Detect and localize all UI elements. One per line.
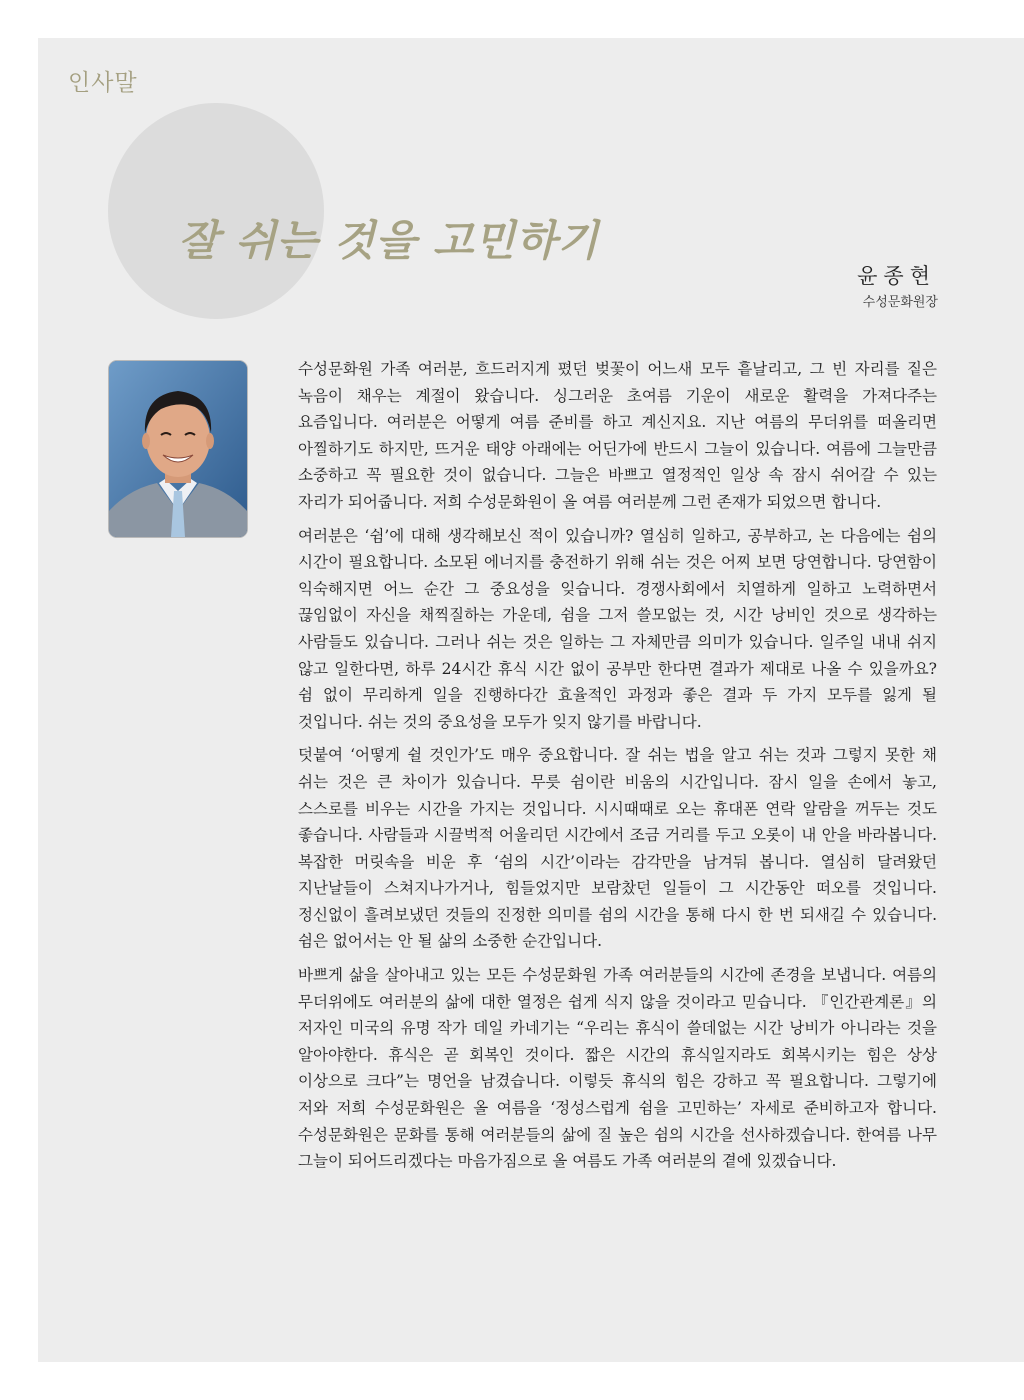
portrait-photo (108, 360, 248, 538)
paragraph: 덧붙여 ‘어떻게 쉴 것인가’도 매우 중요합니다. 잘 쉬는 법을 알고 쉬는 것과 그렇지 못한 채 쉬는 것은 큰 차이가 있습니다. 무릇 쉼이란 비움의 시간입니다. 잠시 일을 손에서 놓고, 스스로를 비우는 시간을 가지는 것입니다. 시시때때로 오는 휴대폰 연락 알람을 꺼두는 것도 좋습니다. 사람들과 시끌벅적 어울리던 시간에서 조금 거리를 두고 오롯이 내 안을 바라봅니다. 복잡한 머릿속을 비운 후 ‘쉼의 시간’이라는 감각만을 남겨둬 봅니다. 열심히 달려왔던 지난날들이 스쳐지나가거나, 힘들었지만 보람찼던 일들이 그 시간동안 떠오를 것입니다. 정신없이 흘려보냈던 것들의 진정한 의미를 쉼의 시간을 통해 다시 한 번 되새길 수 있습니다. 쉼은 없어서는 안 될 삶의 소중한 순간입니다. (298, 746, 937, 951)
paragraph: 수성문화원 가족 여러분, 흐드러지게 폈던 벚꽃이 어느새 모두 흩날리고, 그 빈 자리를 짙은 녹음이 채우는 계절이 왔습니다. 싱그러운 초여름 기운이 새로운 활력을 가져다주는 요즘입니다. 여러분은 어떻게 여름 준비를 하고 계신지요. 지난 여름의 무더위를 떠올리면 아찔하기도 하지만, 뜨거운 태양 아래에는 어딘가에 반드시 그늘이 있습니다. 여름에 그늘만큼 소중하고 꼭 필요한 것이 없습니다. 그늘은 바쁘고 열정적인 일상 속 잠시 쉬어갈 수 있는 자리가 되어줍니다. 저희 수성문화원이 올 여름 여러분께 그런 존재가 되었으면 합니다. (298, 360, 937, 511)
paragraph: 바쁘게 삶을 살아내고 있는 모든 수성문화원 가족 여러분들의 시간에 존경을 보냅니다. 여름의 무더위에도 여러분의 삶에 대한 열정은 쉽게 식지 않을 것이라고 믿습니다. 『인간관계론』의 저자인 미국의 유명 작가 데일 카네기는 “우리는 휴식이 쓸데없는 시간 낭비가 아니라는 것을 알아야한다. 휴식은 곧 회복인 것이다. 짧은 시간의 휴식일지라도 회복시키는 힘은 상상 이상으로 크다”는 명언을 남겼습니다. 이렇듯 휴식의 힘은 강하고 꼭 필요합니다. 그렇기에 저와 저희 수성문화원은 올 여름을 ‘정성스럽게 쉼을 고민하는’ 자세로 준비하고자 합니다. 수성문화원은 문화를 통해 여러분들의 삶에 질 높은 쉼의 시간을 선사하겠습니다. 한여름 나무 그늘이 되어드리겠다는 마음가짐으로 올 여름도 가족 여러분의 곁에 있겠습니다. (298, 966, 937, 1171)
author-role: 수성문화원장 (862, 295, 938, 310)
portrait-illustration (109, 361, 247, 537)
author-name: 윤종현 (857, 264, 936, 288)
article-body (298, 356, 937, 1182)
page (38, 38, 1024, 1362)
paragraph: 여러분은 ‘쉼’에 대해 생각해보신 적이 있습니까? 열심히 일하고, 공부하고, 논 다음에는 쉼의 시간이 필요합니다. 소모된 에너지를 충전하기 위해 쉬는 것은 어찌 보면 당연합니다. 당연함이 익숙해지면 어느 순간 그 중요성을 잊습니다. 경쟁사회에서 치열하게 일하고 노력하면서 끊임없이 자신을 채찍질하는 가운데, 쉼을 그저 쓸모없는 것, 시간 낭비인 것으로 생각하는 사람들도 있습니다. 그러나 쉬는 것은 일하는 그 자체만큼 의미가 있습니다. 일주일 내내 쉬지 않고 일한다면, 하루 24시간 휴식 시간 없이 공부만 한다면 결과가 제대로 나올 수 있을까요? 쉼 없이 무리하게 일을 진행하다간 효율적인 과정과 좋은 결과 두 가지 모두를 잃게 될 것입니다. 쉬는 것의 중요성을 모두가 잊지 않기를 바랍니다. (298, 526, 937, 731)
page-title: 잘 쉬는 것을 고민하기 (178, 216, 600, 265)
section-label: 인사말 (68, 70, 138, 96)
